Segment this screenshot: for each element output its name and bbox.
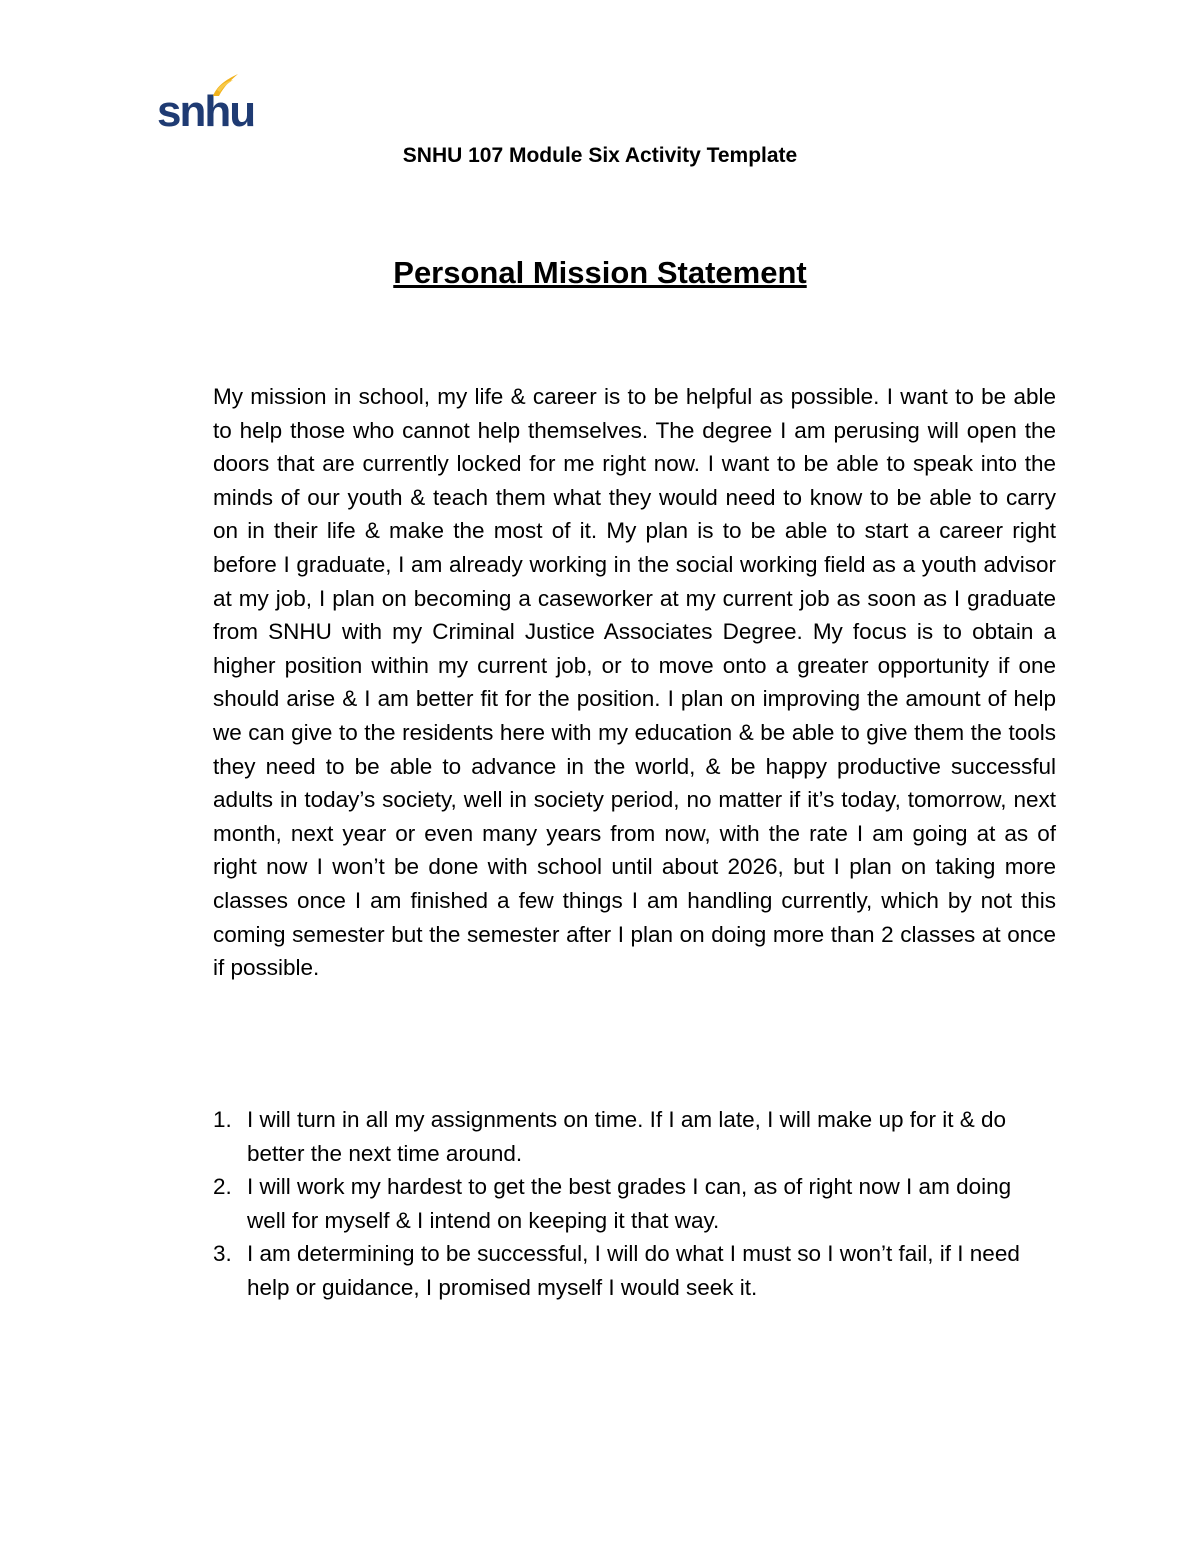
list-item-number: 3.	[213, 1241, 232, 1267]
snhu-logo	[157, 72, 255, 136]
flame-icon	[211, 72, 239, 98]
mission-paragraph: My mission in school, my life & career is to be helpful as possible. I want to be able to help those who cannot help themselves. The degree I am perusing will open the doors that are currently locked for me right now. I want to be able to speak into the minds of our youth & teach them what they would need to know to be able to carry on in their life & make the most of it. My plan is to be able to start a career right before I graduate, I am already working in the social working field as a youth advisor at my job, I plan on becoming a caseworker at my current job as soon as I graduate from SNHU with my Criminal Justice Associates Degree. My focus is to obtain a higher position within my current job, or to move onto a greater opportunity if one should arise & I am better fit for the position. I plan on improving the amount of help we can give to the residents here with my education & be able to give them the tools they need to be able to advance in the world, & be happy productive successful adults in today’s society, well in society period, no matter if it’s today, tomorrow, next month, next year or even many years from now, with the rate I am going at as of right now I won’t be done with school until about 2026, but I plan on taking more classes once I am finished a few things I am handling currently, which by not this coming semester but the semester after I plan on doing more than 2 classes at once if possible.	[213, 384, 1056, 981]
list-item-number: 1.	[213, 1107, 232, 1132]
list-item	[213, 1103, 1056, 1170]
list-item-text: I will work my hardest to get the best grades I can, as of right now I am doing well for myself & I intend on keeping it that way.	[247, 1174, 1012, 1233]
goals-list	[213, 1103, 1056, 1305]
template-title: SNHU 107 Module Six Activity Template	[402, 144, 798, 167]
list-item-text: I am determining to be successful, I will do what I must so I won’t fail, if I need help or guidance, I promised myself I would seek it.	[247, 1241, 1020, 1300]
list-item	[213, 1237, 1056, 1304]
logo-wordmark: snhu	[157, 87, 255, 136]
list-item-number: 2.	[213, 1174, 232, 1200]
list-item-text: I will turn in all my assignments on time. If I am late, I will make up for it & do better the next time around.	[247, 1107, 1007, 1166]
list-item	[213, 1170, 1056, 1237]
page-title: Personal Mission Statement	[393, 255, 807, 290]
